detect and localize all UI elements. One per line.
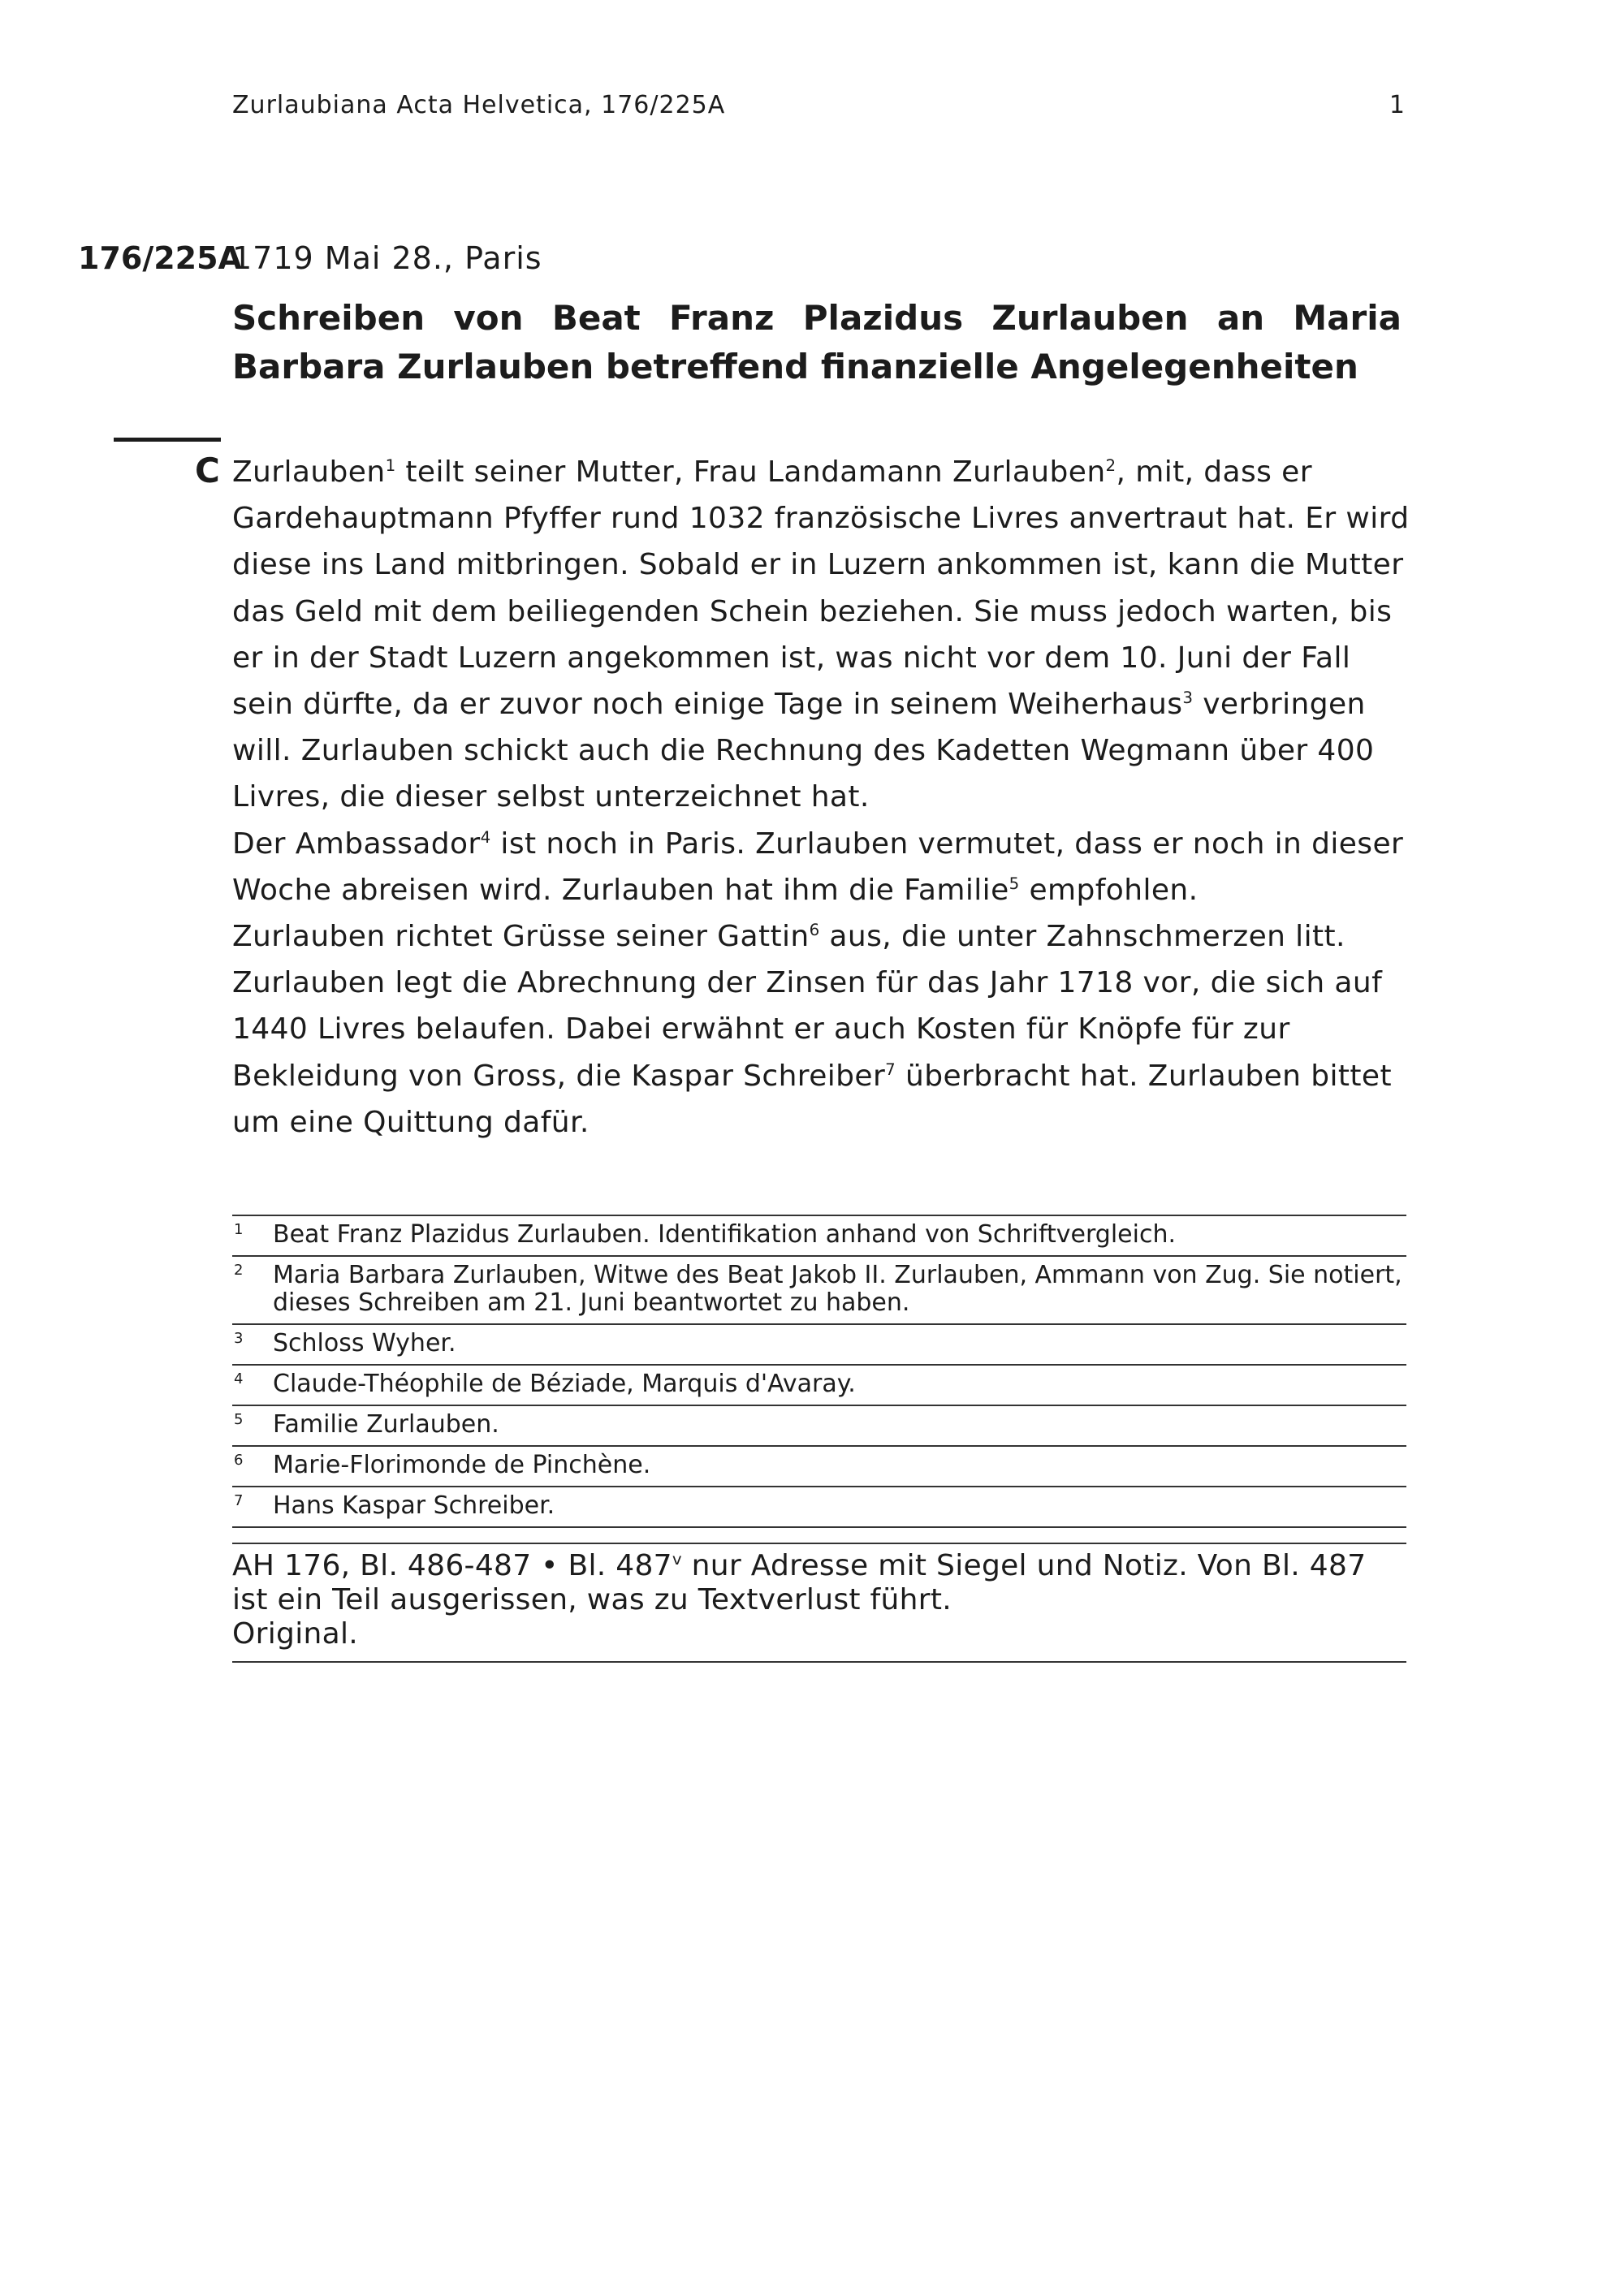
footnote-ref-4[interactable]: 4 <box>480 827 491 847</box>
summary-text: überbracht hat. Zurlauben bittet um eine Quittung dafür. <box>232 1059 1392 1139</box>
summary-paragraph-4 <box>232 960 1410 1146</box>
footnote-4 <box>232 1366 1406 1406</box>
footnote-ref-1[interactable]: 1 <box>385 456 396 475</box>
verso-mark: v <box>672 1550 682 1569</box>
summary-text: Zurlauben <box>232 455 386 489</box>
footnote-text: Maria Barbara Zurlauben, Witwe des Beat Jakob II. Zurlauben, Ammann von Zug. Sie notiert, dieses Schreiben am 21. Juni beantwortet zu haben. <box>273 1261 1402 1317</box>
summary-text: teilt seiner Mutter, Frau Landamann Zurlauben <box>395 455 1106 489</box>
summary-text: verbringen will. Zurlauben schickt auch die Rechnung des Kadetten Wegmann über 400 Livres, die dieser selbst unterzeichnet hat. <box>232 688 1375 814</box>
summary-paragraph-1 <box>232 449 1410 821</box>
footnote-2 <box>232 1257 1406 1325</box>
category-marker: C <box>195 451 220 490</box>
summary-text: Der Ambassador <box>232 826 481 861</box>
source-reference <box>232 1549 1406 1617</box>
footnote-ref-6[interactable]: 6 <box>809 921 820 940</box>
footnote-3 <box>232 1325 1406 1366</box>
summary-paragraph-3 <box>232 913 1410 960</box>
summary-text: empfohlen. <box>1019 873 1199 907</box>
summary-text: Zurlauben richtet Grüsse seiner Gattin <box>232 920 810 954</box>
footnote-number: 1 <box>234 1221 244 1238</box>
summary <box>232 449 1410 1146</box>
footnote-text: Hans Kaspar Schreiber. <box>273 1491 555 1520</box>
footnote-5 <box>232 1406 1406 1447</box>
footnote-number: 5 <box>234 1411 244 1428</box>
footnote-ref-7[interactable]: 7 <box>885 1060 896 1079</box>
summary-paragraph-2 <box>232 821 1410 913</box>
footnote-6 <box>232 1447 1406 1487</box>
footnote-text: Claude-Théophile de Béziade, Marquis d'Avaray. <box>273 1370 856 1398</box>
footnote-1 <box>232 1216 1406 1257</box>
footnote-number: 3 <box>234 1330 244 1347</box>
footnote-ref-2[interactable]: 2 <box>1105 456 1116 475</box>
source-text: AH 176, Bl. 486-487 • Bl. 487 <box>232 1549 672 1582</box>
source-type: Original. <box>232 1617 359 1651</box>
footnote-number: 4 <box>234 1370 244 1388</box>
source-text: nur Adresse mit Siegel und Notiz. Von Bl. 487 ist ein Teil ausgerissen, was zu Textverlust führt. <box>232 1549 1367 1616</box>
footnote-text: Schloss Wyher. <box>273 1329 456 1357</box>
footnote-7 <box>232 1487 1406 1528</box>
footnote-number: 7 <box>234 1492 244 1509</box>
entry-title: Schreiben von Beat Franz Plazidus Zurlauben an Maria Barbara Zurlauben betreffend finanzielle Angelegenheiten <box>232 298 1402 386</box>
footnote-text: Beat Franz Plazidus Zurlauben. Identifikation anhand von Schriftvergleich. <box>273 1220 1177 1249</box>
entry-date-place: 1719 Mai 28., Paris <box>232 240 542 276</box>
footnotes <box>232 1215 1406 1528</box>
entry-id: 176/225A <box>78 240 242 276</box>
summary-text: Zurlauben legt die Abrechnung der Zinsen für das Jahr 1718 vor, die sich auf 1440 Livres belaufen. Dabei erwähnt er auch Kosten für Knöpfe für zur Bekleidung von Gross, die Kaspar Schreiber <box>232 966 1383 1093</box>
margin-rule <box>114 438 221 442</box>
footnote-text: Familie Zurlauben. <box>273 1410 499 1439</box>
summary-text: aus, die unter Zahnschmerzen litt. <box>819 920 1345 954</box>
footnote-ref-5[interactable]: 5 <box>1009 874 1020 893</box>
page-number: 1 <box>1389 91 1405 119</box>
footnote-number: 2 <box>234 1262 244 1279</box>
footnote-ref-3[interactable]: 3 <box>1182 688 1194 708</box>
footnote-number: 6 <box>234 1452 244 1469</box>
page-header-title: Zurlaubiana Acta Helvetica, 176/225A <box>232 91 726 119</box>
footnote-text: Marie-Florimonde de Pinchène. <box>273 1451 651 1479</box>
summary-text: , mit, dass er Gardehauptmann Pfyffer rund 1032 französische Livres anvertraut hat. Er wird diese ins Land mitbringen. Sobald er in Luzern ankommen ist, kann die Mutter das Geld mit dem beiliegenden Schein beziehen. Sie muss jedoch warten, bis er in der Stadt Luzern angekommen ist, was nicht vor dem 10. Juni der Fall sein dürfte, da er zuvor noch einige Tage in seinem Weiherhaus <box>232 455 1410 722</box>
source-note <box>232 1543 1406 1663</box>
summary-text: ist noch in Paris. Zurlauben vermutet, dass er noch in dieser Woche abreisen wird. Zurlauben hat ihm die Familie <box>232 826 1404 907</box>
